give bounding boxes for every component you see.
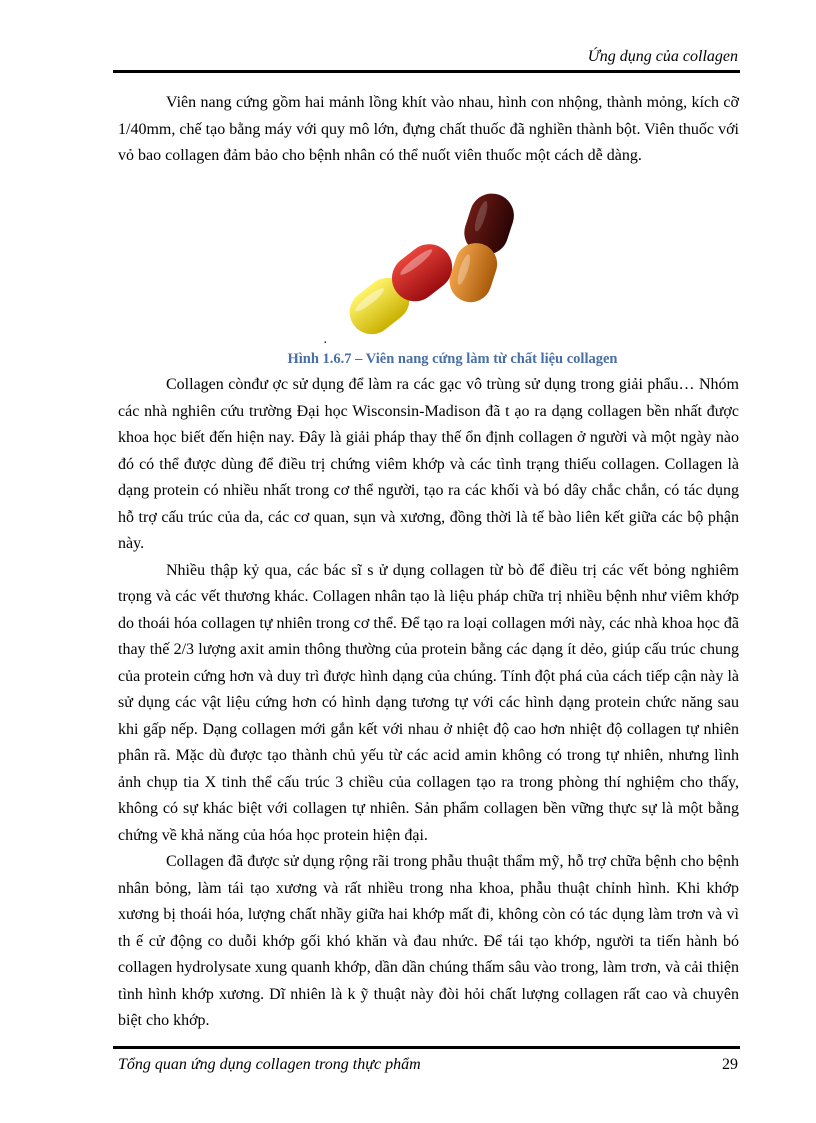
figure-caption: Hình 1.6.7 – Viên nang cứng làm từ chất liệu collagen bbox=[287, 350, 618, 367]
red-yellow-capsule bbox=[340, 234, 461, 343]
paragraph-1: Viên nang cứng gồm hai mảnh lồng khít vào nhau, hình con nhộng, thành mỏng, kích cỡ 1/40mm, chế tạo bằng máy với quy mô lớn, đựng chất thuốc đã nghiền thành bột. Viên thuốc với vỏ bao collagen đảm bảo cho bệnh nhân có thể nuốt viên thuốc một cách dễ dàng. bbox=[118, 94, 739, 164]
footer-rule bbox=[113, 1046, 740, 1049]
capsule-figure bbox=[323, 178, 522, 347]
capsules-image bbox=[336, 178, 522, 346]
page-number: 29 bbox=[722, 1056, 738, 1073]
header-rule bbox=[113, 70, 740, 73]
brown-orange-capsule bbox=[443, 187, 519, 307]
running-footer: Tổng quan ứng dụng collagen trong thực phẩm bbox=[118, 1056, 421, 1073]
paragraph-4: Collagen đã được sử dụng rộng rãi trong phẫu thuật thẩm mỹ, hỗ trợ chữa bệnh cho bệnh nhân bỏng, làm tái tạo xương và rất nhiều trong nha khoa, phẫu thuật chỉnh hình. Khi khớp xương bị thoái hóa, lượng chất nhầy giữa hai khớp mất đi, không còn có tác dụng làm trơn và vì th ế cử động co duỗi khớp gối khó khăn và đau nhức. Để tái tạo khớp, người ta tiến hành bó collagen hydrolysate xung quanh khớp, dần dần chúng thấm sâu vào trong, làm trơn, và cải thiện tình hình khớp xương. Dĩ nhiên là k ỹ thuật này đòi hỏi chất lượng collagen rất cao và chuyên biệt cho khớp. bbox=[118, 853, 739, 1029]
paragraph-3: Nhiều thập kỷ qua, các bác sĩ s ử dụng collagen từ bò để điều trị các vết bỏng nghiêm trọng và các vết thương khác. Collagen nhân tạo là liệu pháp chữa trị nhiều bệnh như viêm khớp do thoái hóa collagen tự nhiên trong cơ thể. Để tạo ra loại collagen mới này, các nhà khoa học đã thay thế 2/3 lượng axit amin thông thường của protein bằng các dạng ít dẻo, giúp cấu trúc chung của protein cứng hơn và duy trì được hình dạng của chúng. Tính đột phá của cách tiếp cận này là sử dụng các vật liệu cứng hơn có hình dạng tương tự với các hình dạng protein chức năng sau khi gấp nếp. Dạng collagen mới gắn kết với nhau ở nhiệt độ cao hơn nhiệt độ collagen tự nhiên phân rã. Mặc dù được tạo thành chủ yếu từ các acid amin không có trong tự nhiên, nhưng lình ảnh chụp tia X tinh thể cấu trúc 3 chiều của collagen tạo ra trong phòng thí nghiệm cho thấy, không có sự khác biệt với collagen tự nhiên. Sản phẩm collagen bền vững thực sự là một bằng chứng về khả năng của hóa học protein hiện đại. bbox=[118, 561, 739, 844]
body-text bbox=[118, 90, 739, 1035]
figure-dot: . bbox=[323, 332, 327, 347]
running-header: Ứng dụng của collagen bbox=[587, 48, 738, 65]
paragraph-2: Collagen cònđư ợc sử dụng để làm ra các gạc vô trùng sử dụng trong giải phẩu… Nhóm các nhà nghiên cứu trường Đại học Wisconsin-Madison đã t ạo ra dạng collagen bền nhất được khoa học biết đến hiện nay. Đây là giải pháp thay thế ổn định collagen ở người và một ngày nào đó có thể được dùng để điều trị chứng viêm khớp và các tình trạng thiếu collagen. Collagen là dạng protein có nhiều nhất trong cơ thể người, tạo ra các khối và bó dây chắc chắn, có tác dụng hỗ trợ cấu trúc của da, các cơ quan, sụn và xương, đồng thời là tế bào liên kết giữa các bộ phận này. bbox=[118, 376, 739, 552]
